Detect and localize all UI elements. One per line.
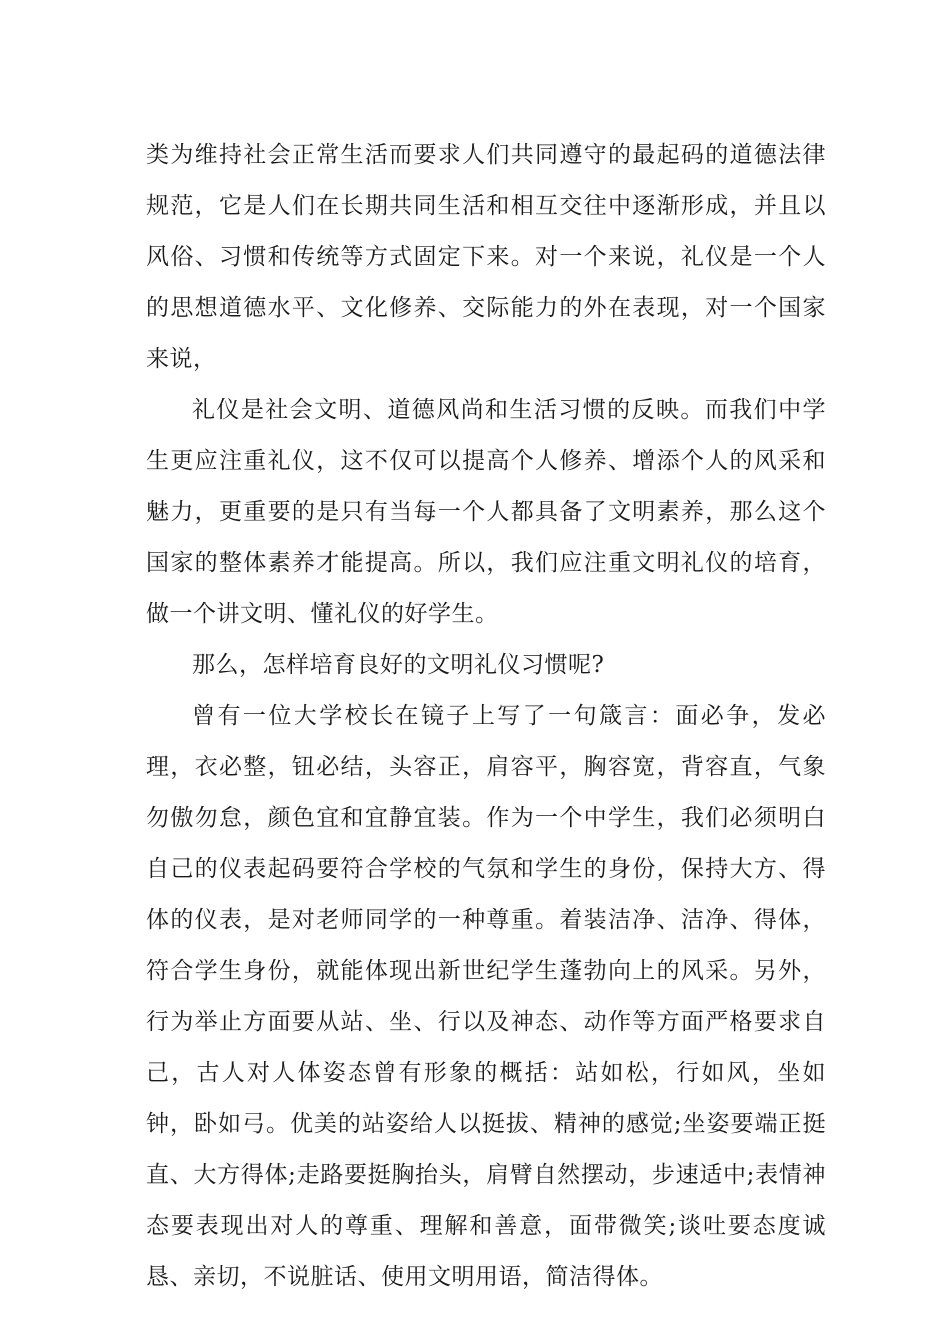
paragraph-1: 类为维持社会正常生活而要求人们共同遵守的最起码的道德法律规范，它是人们在长期共同生活和相互交往中逐渐形成，并且以风俗、习惯和传统等方式固定下来。对一个来说，礼仪是一个人的思想道德水平、文化修养、交际能力的外在表现，对一个国家来说，	[146, 142, 826, 372]
paragraph-2: 礼仪是社会文明、道德风尚和生活习惯的反映。而我们中学生更应注重礼仪，这不仅可以提高个人修养、增添个人的风采和魅力，更重要的是只有当每一个人都具备了文明素养，那么这个国家的整体素养才能提高。所以，我们应注重文明礼仪的培育，做一个讲文明、懂礼仪的好学生。	[146, 397, 826, 627]
paragraph-3: 那么，怎样培育良好的文明礼仪习惯呢?	[192, 652, 605, 678]
paragraph-4: 曾有一位大学校长在镜子上写了一句箴言：面必争，发必理，衣必整，钮必结，头容正，肩容平，胸容宽，背容直，气象勿傲勿怠，颜色宜和宜静宜装。作为一个中学生，我们必须明白自己的仪表起码要符合学校的气氛和学生的身份，保持大方、得体的仪表，是对老师同学的一种尊重。着装洁净、洁净、得体，符合学生身份，就能体现出新世纪学生蓬勃向上的风采。另外，行为举止方面要从站、坐、行以及神态、动作等方面严格要求自己，古人对人体姿态曾有形象的概括：站如松，行如风，坐如钟，卧如弓。优美的站姿给人以挺拔、精神的感觉;坐姿要端正挺直、大方得体;走路要挺胸抬头，肩臂自然摆动，步速适中;表情神态要表现出对人的尊重、理解和善意，面带微笑;谈吐要态度诚恳、亲切，不说脏话、使用文明用语，简洁得体。	[146, 703, 826, 1290]
document-body	[146, 130, 826, 1303]
